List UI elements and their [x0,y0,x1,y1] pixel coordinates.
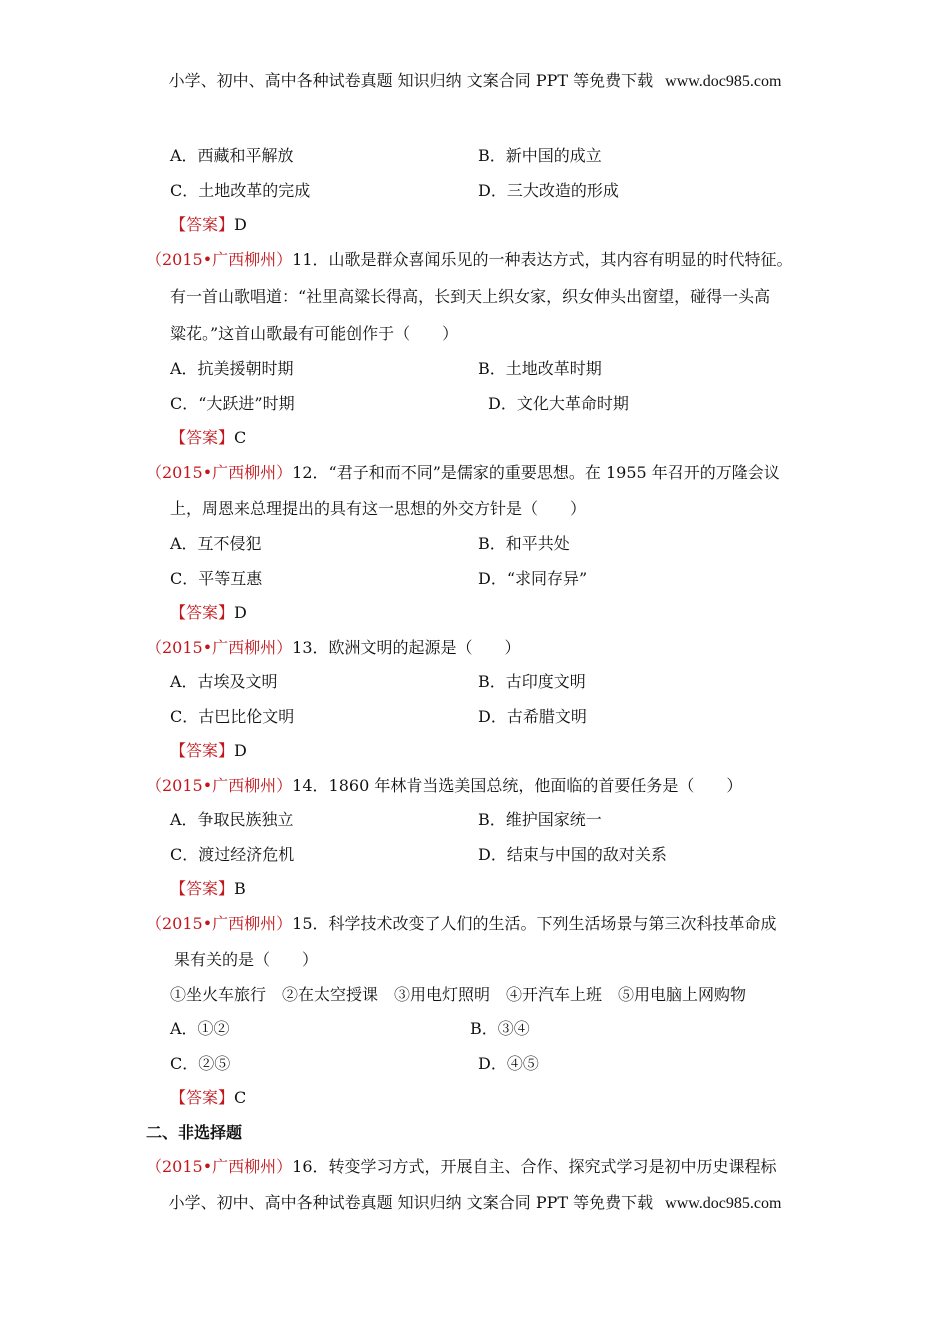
header-url: www.doc985.com [665,73,782,90]
q15-stem-line-1 [146,913,777,935]
q15-scenarios: ①坐火车旅行 ②在太空授课 ③用电灯照明 ④开汽车上班 ⑤用电脑上网购物 [170,985,747,1004]
q13-option-d: D．古希腊文明 [478,707,587,726]
footer-text: 小学、初中、高中各种试卷真题 知识归纳 文案合同 PPT 等免费下载 [168,1193,654,1212]
answer-tag: 【答案】 [170,215,235,234]
q15-option-a: A．①② [170,1019,230,1038]
answer-value: D [234,603,247,622]
q11-answer [170,427,246,449]
q14-option-a: A．争取民族独立 [170,810,294,829]
answer-value: C [234,428,247,447]
question-source: （2015•广西柳州） [146,463,293,482]
section-heading: 二、非选择题 [146,1123,243,1142]
answer-value: D [234,741,247,760]
question-source: （2015•广西柳州） [146,914,293,933]
page-footer [0,1190,950,1213]
q13-option-c: C．古巴比伦文明 [170,707,295,726]
answer-tag: 【答案】 [170,1088,235,1107]
question-text: 13．欧洲文明的起源是（ ） [292,638,521,657]
q12-option-c: C．平等互惠 [170,569,263,588]
question-text: 16．转变学习方式，开展自主、合作、探究式学习是初中历史课程标 [292,1157,777,1176]
answer-tag: 【答案】 [170,428,235,447]
question-source: （2015•广西柳州） [146,250,293,269]
question-text: 11．山歌是群众喜闻乐见的一种表达方式，其内容有明显的时代特征。 [292,250,793,269]
q13-option-a: A．古埃及文明 [170,672,278,691]
answer-value: D [234,215,247,234]
q11-stem-line-3: 粱花。”这首山歌最有可能创作于（ ） [170,324,459,343]
q14-option-b: B．维护国家统一 [478,810,602,829]
q14-option-d: D．结束与中国的敌对关系 [478,845,667,864]
q12-option-b: B．和平共处 [478,534,570,553]
answer-value: B [234,879,246,898]
q16-stem-line-1 [146,1156,777,1178]
q10-answer [170,214,247,236]
q11-stem-line-1 [146,249,793,271]
q10-option-d: D．三大改造的形成 [478,181,619,200]
q15-option-d: D．④⑤ [478,1054,539,1073]
q11-option-d: D．文化大革命时期 [488,394,629,413]
answer-tag: 【答案】 [170,741,235,760]
answer-tag: 【答案】 [170,603,235,622]
footer-url: www.doc985.com [665,1195,782,1212]
answer-tag: 【答案】 [170,879,235,898]
q13-answer [170,740,247,762]
question-text: 14．1860 年林肯当选美国总统，他面临的首要任务是（ ） [292,776,743,795]
q15-option-b: B．③④ [470,1019,530,1038]
header-text: 小学、初中、高中各种试卷真题 知识归纳 文案合同 PPT 等免费下载 [168,71,654,90]
q13-stem-line-1 [146,637,521,659]
q14-option-c: C．渡过经济危机 [170,845,295,864]
q15-option-c: C．②⑤ [170,1054,231,1073]
q12-stem-line-2: 上，周恩来总理提出的具有这一思想的外交方针是（ ） [170,499,587,518]
question-source: （2015•广西柳州） [146,638,293,657]
q14-answer [170,878,246,900]
q12-option-d: D．“求同存异” [478,569,588,588]
q12-option-a: A．互不侵犯 [170,534,262,553]
q15-stem-line-2: 果有关的是（ ） [174,950,319,969]
q10-option-a: A．西藏和平解放 [170,146,294,165]
question-text: 15．科学技术改变了人们的生活。下列生活场景与第三次科技革命成 [292,914,777,933]
q15-answer [170,1087,246,1109]
q11-stem-line-2: 有一首山歌唱道：“社里高粱长得高，长到天上织女家，织女伸头出窗望，碰得一头高 [170,287,771,306]
q12-answer [170,602,247,624]
page-header [0,68,950,91]
q11-option-a: A．抗美援朝时期 [170,359,294,378]
q13-option-b: B．古印度文明 [478,672,586,691]
q11-option-b: B．土地改革时期 [478,359,602,378]
question-source: （2015•广西柳州） [146,1157,293,1176]
answer-value: C [234,1088,247,1107]
question-source: （2015•广西柳州） [146,776,293,795]
q11-option-c: C．“大跃进”时期 [170,394,295,413]
question-text: 12．“君子和而不同”是儒家的重要思想。在 1955 年召开的万隆会议 [292,463,780,482]
q10-option-c: C．土地改革的完成 [170,181,311,200]
q14-stem-line-1 [146,775,742,797]
q12-stem-line-1 [146,462,780,484]
q10-option-b: B．新中国的成立 [478,146,602,165]
